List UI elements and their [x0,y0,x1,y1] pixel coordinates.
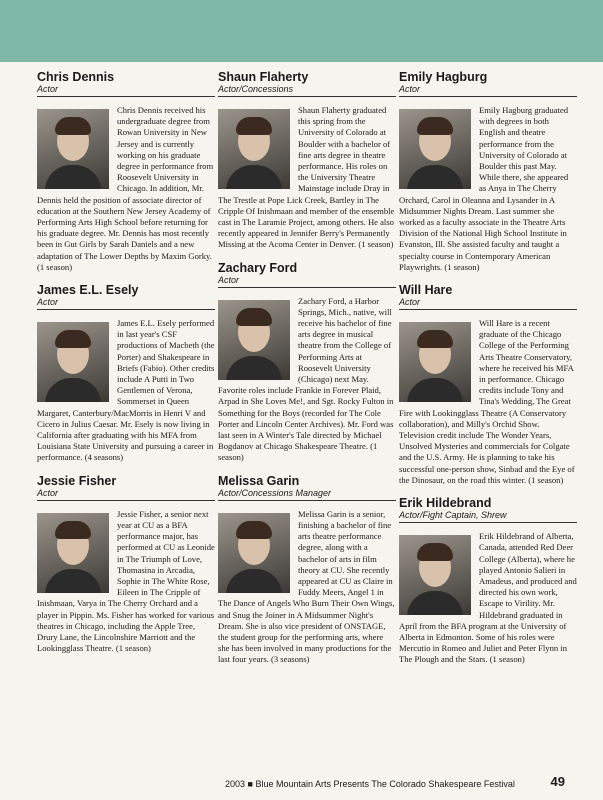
actor-role: Actor [218,275,396,288]
bio-entry [37,283,215,464]
bio-entry [399,283,577,486]
actor-photo [37,322,109,402]
column-2 [218,70,396,676]
bio-entry [37,70,215,273]
actor-name: Erik Hildebrand [399,496,492,511]
column-1 [37,70,215,664]
actor-photo [218,513,290,593]
actor-name: Melissa Garin [218,473,300,488]
actor-bio: Melissa Garin is a senior, finishing a bachelor of fine arts theatre performance degree, along with a bachelor of arts in film theory at CU. She recently appeared at CU as Claire in Fuddy Meers, Angel 1 in The Dance of Angels Who Burn Their Own Wings, and Snug the Joiner in A Midsummer Night's Dream. She is also vice president of ONSTAGE, the student group for the performing arts, where she has been involved in many productions for the last four years. (3 seasons) [218,508,395,665]
actor-name: Zachary Ford [218,260,298,275]
actor-bio: Shaun Flaherty graduated this spring from the University of Colorado at Boulder with a bachelor of fine arts degree in theatre performance. His roles on the University Theatre Mainstage include Dray in The Trestle at Pope Lick Creek, Bartley in The Cripple Of Inishmaan and member of the ensemble cast in The Laramie Project, among others. He also recently appeared in Jennifer Berry's Permanently Missing at the Acoma Center in Denver. (1 season) [218,105,395,250]
footer-text: 2003 ■ Blue Mountain Arts Presents The Colorado Shakespeare Festival [225,779,515,789]
page-footer [225,774,565,790]
bio-entry [218,261,396,464]
actor-bio: Erik Hildebrand of Alberta, Canada, attended Red Deer College (Alberta), where he played Antonio Salieri in Amadeus, and produced and directed his own work, Escape to Virility. Mr. Hildebrand graduated in April from the BFA program at the University of Alberta in Edmonton. Some of his roles were Mercutio in Romeo and Juliet and Peter Flynn in The Plough and the Stars. (1 season) [399,531,577,665]
actor-role: Actor [37,84,215,97]
actor-bio: Zachary Ford, a Harbor Springs, Mich., native, will receive his bachelor of fine arts degree in musical theatre from the College of Performing Arts at Roosevelt University (Chicago) next May. Favorite roles include Frankie in Forever Plaid, Arpad in She Loves Me!, and Sgt. Rocky Fulton in Something for the Boys (recorded for The Cole Porter and Lincoln Center Archives). Mr. Ford was last seen in A Winter's Tale directed by Michael Bogdanov at Chicago Shakespeare Theatre. (1 season) [218,295,394,463]
column-3 [399,70,577,676]
actor-role: Actor/Fight Captain, Shrew [399,510,577,523]
actor-name: Emily Hagburg [399,70,488,84]
actor-photo [399,535,471,615]
page-number: 49 [550,774,565,789]
actor-photo [37,109,109,189]
actor-name: Will Hare [399,283,453,298]
bio-entry [218,474,396,666]
actor-photo [218,109,290,189]
bio-entry [399,70,577,273]
actor-bio: James E.L. Esely performed in last year's CSF productions of Macbeth (the Porter) and Shakespeare in Briefs (Fabio). Other credits include A Putti in Two Gentlemen of Verona, Sommerset in Queen Margaret, Canterbury/MacMorris in Henri V and Cicero in Julius Caesar. Mr. Esely is now living in California after graduating with his MFA from Louisiana State University and pursuing a career in performance. (4 seasons) [37,318,215,463]
bio-entry [37,474,215,655]
actor-photo [37,513,109,593]
actor-bio: Emily Hagburg graduated with degrees in both English and theatre performance from the University of Colorado at Boulder this past May. While there, she appeared as Anya in The Cherry Orchard, Carol in Oleanna and Lysander in A Midsummer Nights Dream. Last summer she worked as a faculty associate in the Theatre Arts Division of the National High School Institute in Evanston, Ill. She assisted faculty and taught a specialty course in Contemporary American Playwrights. (1 season) [399,105,569,272]
actor-role: Actor/Concessions [218,84,396,97]
actor-bio: Chris Dennis received his undergraduate degree from Rowan University in New Jersey and is currently working on his graduate degree in performance from Roosevelt University in Chicago. In addition, Mr. Dennis held the position of associate director of education at the Southern New Jersey Academy of Performing Arts High School before returning for his graduate degree. Mr. Dennis has most recently been in Gut Girls by Sarah Daniels and a new adaptation of The Lower Depths by Maxim Gorky. (1 season) [37,105,214,272]
actor-photo [218,300,290,380]
actor-role: Actor [399,297,577,310]
actor-name: Jessie Fisher [37,473,117,488]
actor-bio: Will Hare is a recent graduate of the Chicago College of the Performing Arts Theatre Conservatory, where he received his MFA in performance. Chicago credits include Tony and Tina's Wedding, The Great Fire with Lookingglass Theatre (A Conservatory collaboration), and Milly's Orchid Show. Television credit include The Wonder Years, Unsolved Mysteries and commercials for Colgate and the U.S. Army. He is planning to take his successful one-person show, Sinbad and the Eye of the Dinosaur, on the road this winter. (1 season) [399,318,575,485]
actor-role: Actor [37,488,215,501]
actor-name: James E.L. Esely [37,283,139,298]
actor-role: Actor/Concessions Manager [218,488,396,501]
actor-bio: Jessie Fisher, a senior next year at CU as a BFA performance major, has performed at CU as Leonide in The Triumph of Love, Thomasina in Arcadia, Sophie in The White Rose, Eileen in The Cripple of Inishmaan, Varya in The Cherry Orchard and a player in Pippin. Ms. Fisher has worked for various theatres in Chicago, including the Apple Tree, Drury Lane, the Lincolnshire Marriott and the Lookingglass Theatre. (1 season) [37,508,215,654]
actor-name: Shaun Flaherty [218,70,309,84]
bio-entry [399,496,577,665]
actor-role: Actor [37,297,215,310]
actor-role: Actor [399,84,577,97]
bio-entry [218,70,396,251]
actor-photo [399,109,471,189]
actor-photo [399,322,471,402]
header-color-band [0,0,603,62]
actor-name: Chris Dennis [37,70,115,84]
